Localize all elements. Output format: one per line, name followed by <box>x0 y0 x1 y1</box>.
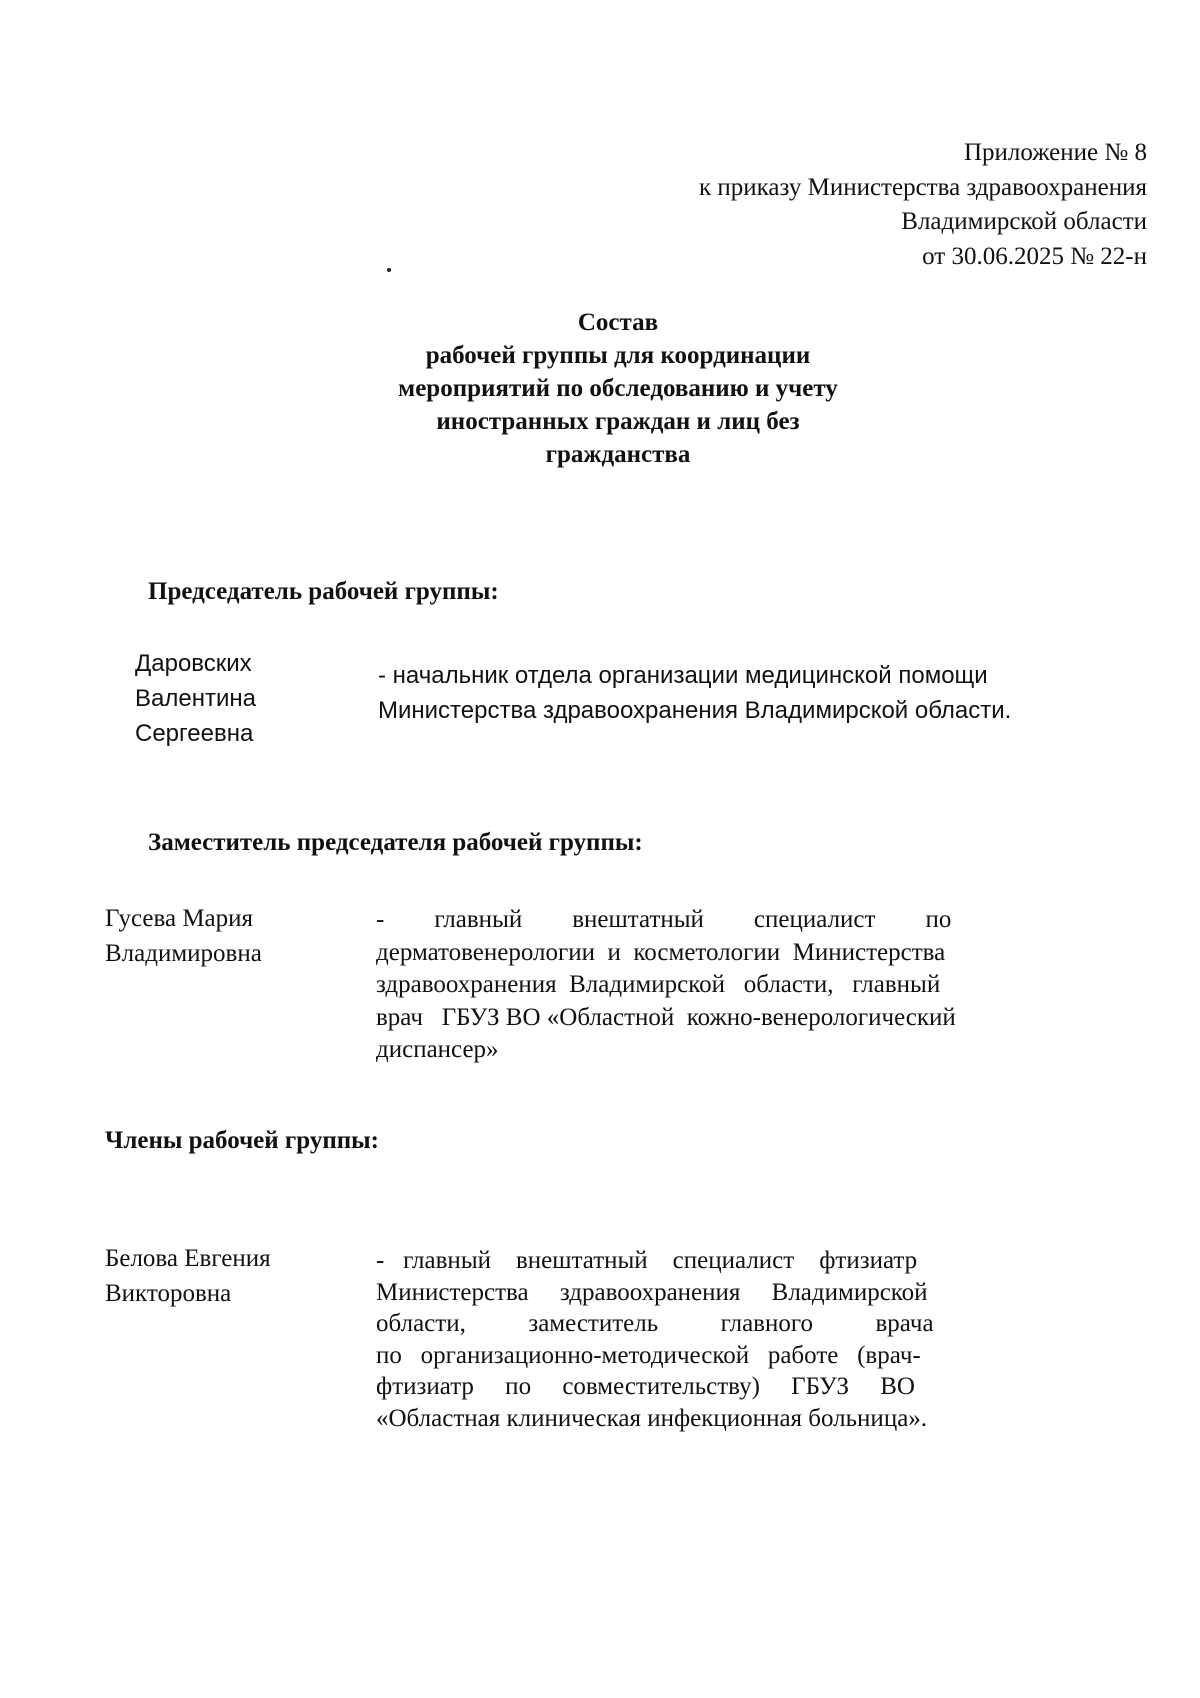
deputy-position-line: - главный внештатный специалист по <box>376 906 952 933</box>
title-line: иностранных граждан и лиц без <box>436 408 800 435</box>
members-heading: Члены рабочей группы: <box>105 1127 379 1154</box>
member-position-line: по организационно-методической работе (врач- <box>376 1341 921 1369</box>
title-line: мероприятий по обследованию и учету <box>398 375 838 402</box>
chair-firstname: Валентина <box>135 685 256 712</box>
member-name-line: Белова Евгения <box>105 1245 271 1272</box>
appendix-number: Приложение № 8 <box>963 139 1147 166</box>
chair-heading: Председатель рабочей группы: <box>148 578 499 605</box>
member-position-line: - главный внештатный специалист фтизиатр <box>376 1247 918 1274</box>
appendix-date-number: от 30.06.2025 № 22-н <box>922 242 1147 270</box>
title-line: Состав <box>577 309 659 336</box>
deputy-name <box>105 902 262 971</box>
deputy-name-line: Гусева Мария <box>105 905 254 932</box>
deputy-position-line: здравоохранения Владимирской области, главный <box>376 971 941 998</box>
chair-surname: Даровских <box>135 650 252 677</box>
title-line: рабочей группы для координации <box>425 342 811 369</box>
deputy-position-line: дерматовенерологии и косметологии Министерства <box>376 938 946 966</box>
deputy-name-line: Владимировна <box>105 939 262 967</box>
chair-patronymic: Сергеевна <box>135 720 254 747</box>
member-name <box>105 1242 271 1311</box>
document-title <box>300 306 936 471</box>
member-position <box>376 1245 1075 1434</box>
appendix-region: Владимирской области <box>901 208 1147 235</box>
member-position-line: Министерства здравоохранения Владимирской <box>376 1278 928 1306</box>
appendix-order-ref: к приказу Министерства здравоохранения <box>698 173 1147 201</box>
deputy-position-line: диспансер» <box>376 1036 499 1063</box>
member-position-line: фтизиатр по совместительству) ГБУЗ ВО <box>376 1373 915 1400</box>
deputy-position-line: врач ГБУЗ ВО «Областной кожно-венерологический <box>376 1003 956 1031</box>
member-position-line: области, заместитель главного врача <box>376 1310 934 1337</box>
chair-position <box>378 658 1118 728</box>
title-line: гражданства <box>545 441 691 468</box>
deputy-heading: Заместитель председателя рабочей группы: <box>148 829 643 856</box>
deputy-position <box>376 904 1075 1067</box>
member-position-line: «Областная клиническая инфекционная больница». <box>376 1404 928 1432</box>
chair-name <box>135 646 256 751</box>
scan-dot <box>387 268 391 272</box>
chair-position-line: Министерства здравоохранения Владимирской области. <box>378 697 1012 724</box>
member-name-line: Викторовна <box>105 1279 232 1307</box>
chair-position-line: - начальник отдела организации медицинской помощи <box>378 662 988 689</box>
appendix-header <box>699 136 1147 274</box>
